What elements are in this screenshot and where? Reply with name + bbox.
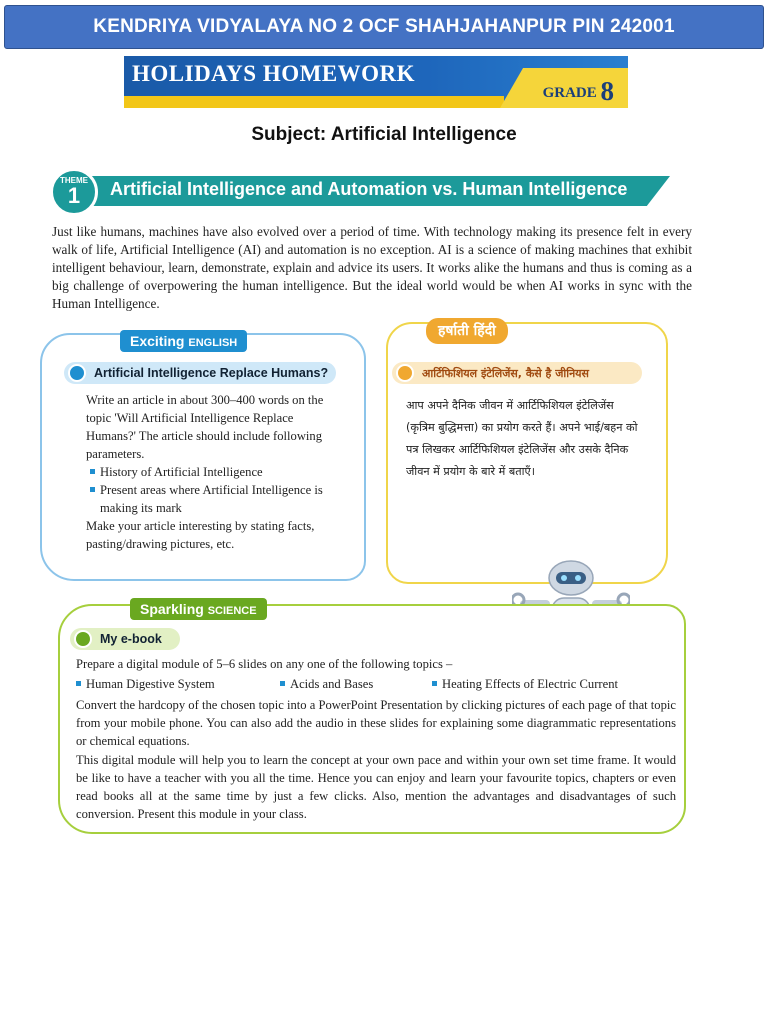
grade-number: 8 [600,76,614,106]
english-heading: Artificial Intelligence Replace Humans? [94,366,329,380]
list-item: Human Digestive System [76,675,215,693]
english-tag [120,330,247,352]
list-item: Present areas where Artificial Intelligence is making its mark [100,481,346,517]
theme-title: Artificial Intelligence and Automation vs. Human Intelligence [110,179,628,199]
english-closing: Make your article interesting by stating facts, pasting/drawing pictures, etc. [86,519,315,551]
english-body [86,391,346,553]
english-points [86,463,346,517]
science-tag-sub: SCIENCE [207,605,257,617]
homework-title: HOLIDAYS HOMEWORK [132,61,416,86]
list-item: Acids and Bases [280,675,373,693]
science-paragraph-2: This digital module will help you to learn the concept at your own pace and within your own set time frame. It would be like to have a teacher with you all the time. Hence you can enjoy and learn your favourite topics, chapters or even read books all at the same time by just a few clicks. Also, mention the advantages and disadvantages of such conversion. Present this module in your class. [76,753,676,821]
theme-badge-number: 1 [67,183,81,208]
english-instruction: Write an article in about 300–400 words on the topic 'Will Artificial Intelligence Replace Humans?' The article should include following parameters. [86,393,324,461]
theme-header [50,168,672,214]
list-item: History of Artificial Intelligence [100,463,346,481]
hindi-heading: आर्टिफिशियल इंटेलिजेंस, कैसे है जीनियस [422,366,589,380]
list-item: Heating Effects of Electric Current [432,675,618,693]
hindi-tag: हर्षाती हिंदी [426,318,508,344]
subject-heading: Subject: Artificial Intelligence [251,124,517,145]
science-tag-main: Sparkling [140,601,204,617]
english-tag-main: Exciting [130,333,185,349]
homework-banner-stripe [124,96,504,108]
english-heading-bar [64,362,336,384]
theme-badge [50,168,98,216]
bullet-circle-icon [396,364,414,382]
science-heading-bar [70,628,180,650]
science-tag [130,598,267,620]
science-paragraph-1: Convert the hardcopy of the chosen topic into a PowerPoint Presentation by clicking pictures of each page of that topic from your mobile phone. You can also add the audio in these slides for explaining some diagrammatic representations or chemical equations. [76,698,676,748]
intro-paragraph: Just like humans, machines have also evolved over a period of time. With technology making its presence felt in every walk of life, Artificial Intelligence (AI) and automation is no exception. AI is a science of making machines that exhibit intelligent behaviour, learn, demonstrate, explain and advice its users. It works alike the humans and thus is coming as a big challenge of overpowering the human intelligence. But the ideal world would be when AI works in sync with the Human Intelligence. [52,224,692,311]
science-prompt: Prepare a digital module of 5–6 slides on any one of the following topics – [76,657,453,671]
english-tag-sub: ENGLISH [188,337,238,349]
hindi-heading-bar [392,362,642,384]
bullet-circle-icon [74,630,92,648]
hindi-body: आप अपने दैनिक जीवन में आर्टिफिशियल इंटेलिजेंस (कृत्रिम बुद्धिमत्ता) का प्रयोग करते हैं। अपने भाई/बहन को पत्र लिखकर आर्टिफिशियल इंटेलिजेंस और उसके दैनिक जीवन में प्रयोग के बारे में बताएँ। [406,399,638,478]
science-heading: My e-book [100,632,162,646]
grade-label [543,76,614,107]
school-banner: KENDRIYA VIDYALAYA NO 2 OCF SHAHJAHANPUR PIN 242001 [4,5,764,49]
grade-word: GRADE [542,85,597,101]
theme-badge-word: THEME [60,176,88,185]
bullet-circle-icon [68,364,86,382]
homework-banner [124,56,628,108]
